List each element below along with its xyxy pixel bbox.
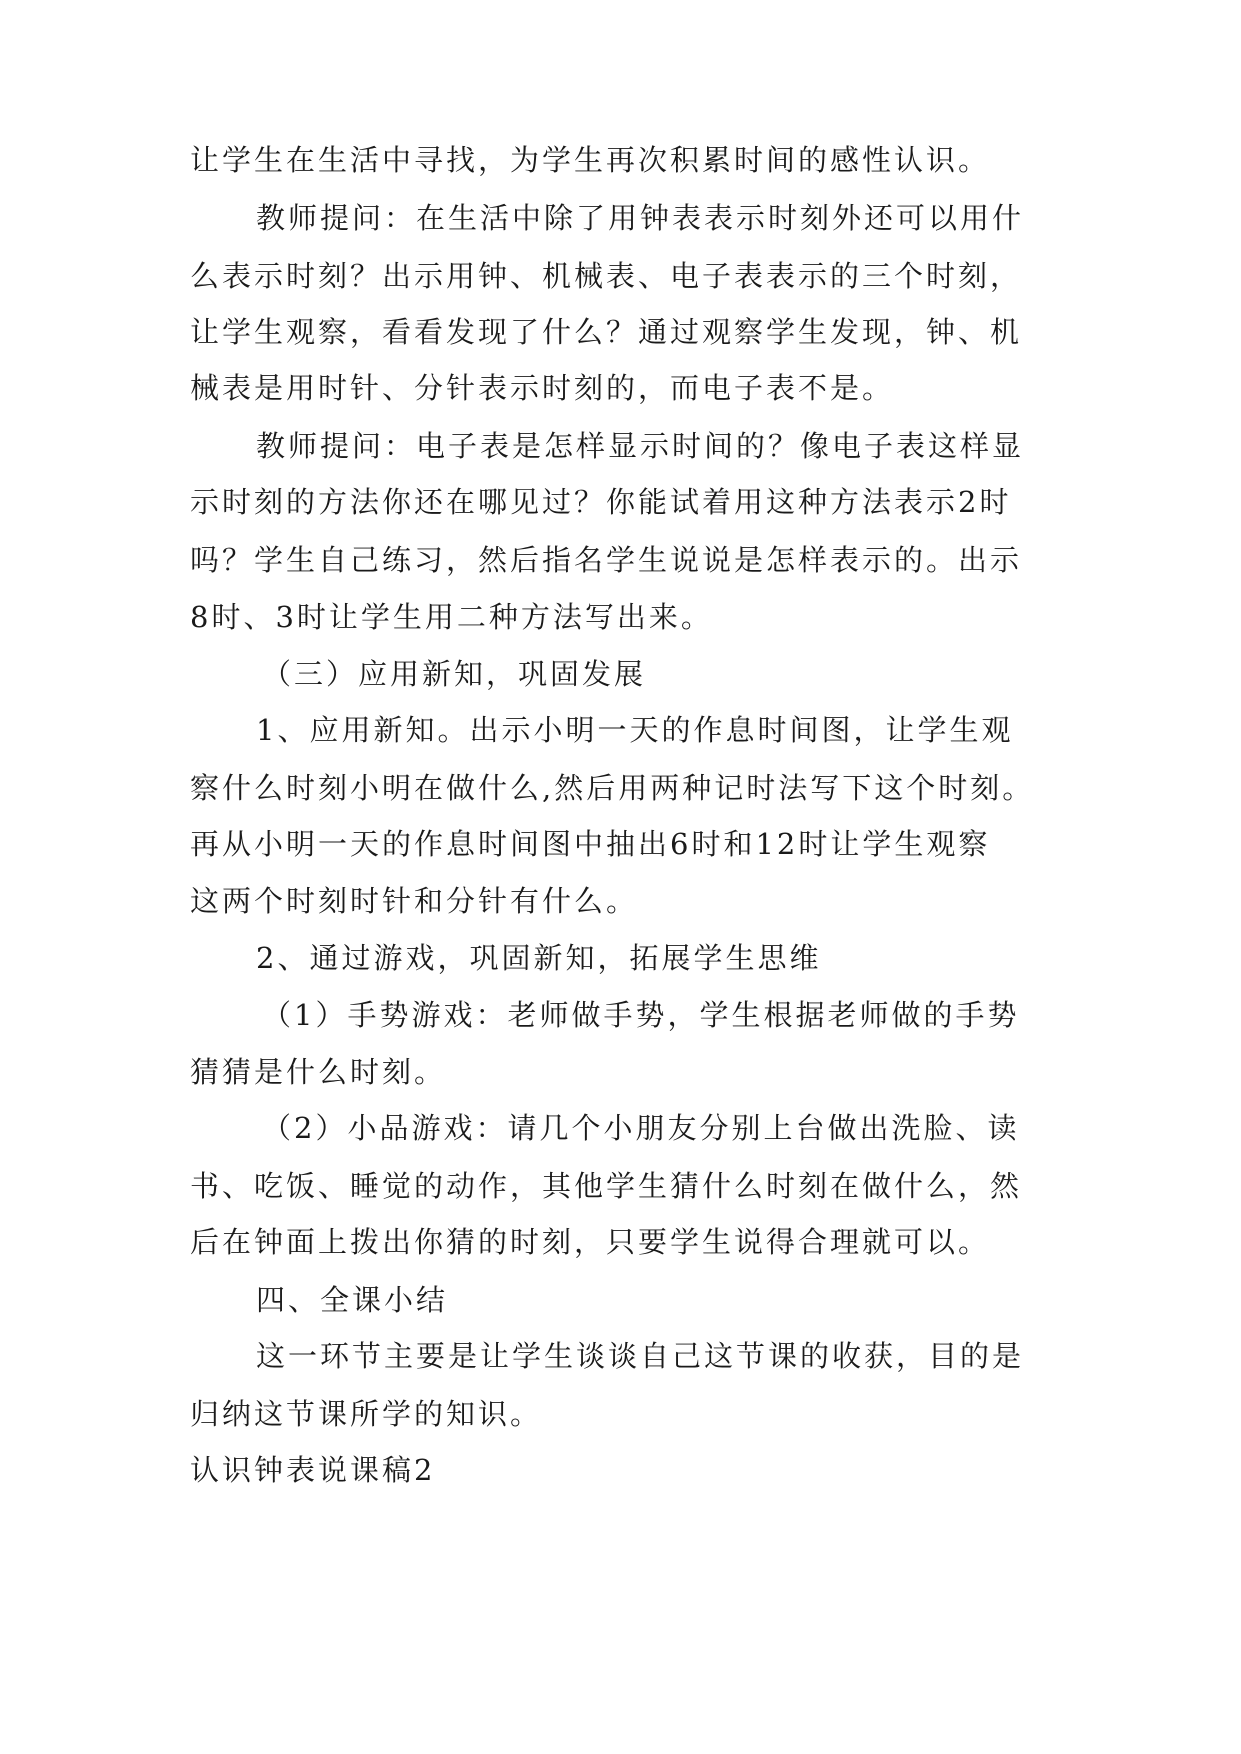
body-text-line: 教师提问：在生活中除了用钟表表示时刻外还可以用什	[256, 201, 1025, 235]
body-text-line: 猜猜是什么时刻。	[190, 1055, 447, 1089]
body-text-line: 1、应用新知。出示小明一天的作息时间图，让学生观	[256, 713, 1014, 747]
body-text-line: 示时刻的方法你还在哪见过？你能试着用这种方法表示2时	[190, 485, 1012, 519]
body-text-line: 归纳这节课所学的知识。	[190, 1397, 543, 1431]
body-text-line: 让学生在生活中寻找，为学生再次积累时间的感性认识。	[190, 143, 991, 177]
body-text-line: 这一环节主要是让学生谈谈自己这节课的收获，目的是	[256, 1339, 1025, 1373]
document-title: 认识钟表说课稿2	[190, 1453, 436, 1487]
body-text-line: 械表是用时针、分针表示时刻的，而电子表不是。	[190, 371, 895, 405]
body-text-line: 让学生观察，看看发现了什么？通过观察学生发现，钟、机	[190, 315, 1023, 349]
body-text-line: 察什么时刻小明在做什么,然后用两种记时法写下这个时刻。	[190, 771, 1035, 805]
body-text-line: 吗？学生自己练习，然后指名学生说说是怎样表示的。出示	[190, 543, 1023, 577]
body-text-line: 么表示时刻？出示用钟、机械表、电子表表示的三个时刻，	[190, 259, 1023, 293]
body-text-line: 再从小明一天的作息时间图中抽出6时和12时让学生观察	[190, 827, 991, 861]
body-text-line: 8时、3时让学生用二种方法写出来。	[190, 600, 713, 634]
section-heading: （三）应用新知，巩固发展	[262, 657, 647, 691]
section-heading: 四、全课小结	[256, 1283, 449, 1317]
body-text-line: 教师提问：电子表是怎样显示时间的？像电子表这样显	[256, 429, 1025, 463]
body-text-line: 书、吃饭、睡觉的动作，其他学生猜什么时刻在做什么，然	[190, 1169, 1023, 1203]
body-text-line: 这两个时刻时针和分针有什么。	[190, 884, 639, 918]
body-text-line: 后在钟面上拨出你猜的时刻，只要学生说得合理就可以。	[190, 1225, 991, 1259]
subsection-heading: 2、通过游戏，巩固新知，拓展学生思维	[256, 941, 822, 975]
body-text-line: （2）小品游戏：请几个小朋友分别上台做出洗脸、读	[262, 1111, 1020, 1145]
body-text-line: （1）手势游戏：老师做手势，学生根据老师做的手势	[262, 998, 1020, 1032]
